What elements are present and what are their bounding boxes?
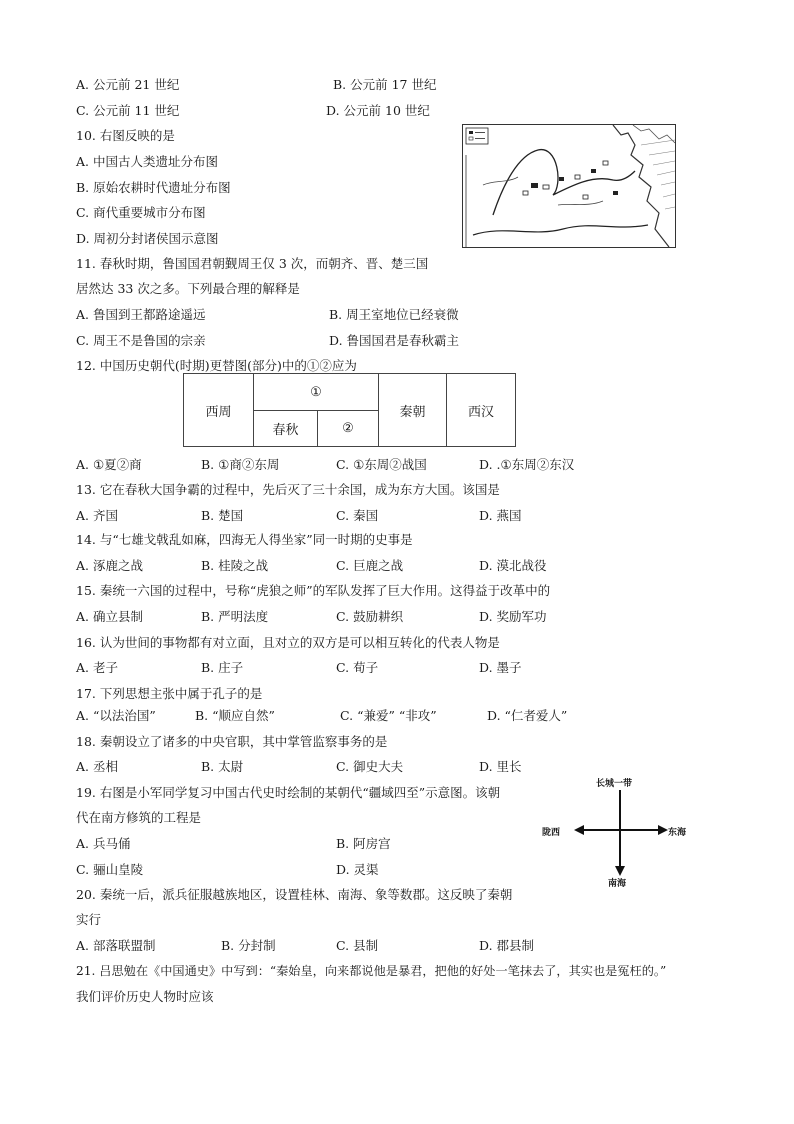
cell-chunqiu: 春秋 [254, 411, 318, 447]
q10-option-c: C. 商代重要城市分布图 [76, 205, 206, 220]
q15-option-c: C. 鼓励耕织 [336, 609, 404, 624]
q20-stem-line2: 实行 [76, 912, 102, 927]
q19-compass-figure [540, 776, 700, 889]
q19-option-c: C. 骊山皇陵 [76, 862, 144, 877]
q18-option-b: B. 太尉 [201, 759, 244, 774]
q16-option-c: C. 荀子 [336, 660, 379, 675]
q19-stem-line1: 19. 右图是小军同学复习中国古代史时绘制的某朝代“疆域四至”示意图。该朝 [76, 785, 501, 800]
q16-option-d: D. 墨子 [479, 660, 522, 675]
q13-stem: 13. 它在春秋大国争霸的过程中，先后灭了三十余国，成为东方大国。该国是 [76, 482, 500, 497]
q15-option-d: D. 奖励军功 [479, 609, 547, 624]
compass-north-label: 长城一带 [596, 779, 633, 789]
q14-stem: 14. 与“七雄戈戟乱如麻，四海无人得坐家”同一时期的史事是 [76, 532, 413, 547]
q9-option-d: D. 公元前 10 世纪 [326, 103, 430, 118]
q10-map-figure [462, 124, 676, 248]
q10-option-a: A. 中国古人类遗址分布图 [76, 154, 218, 169]
q21-stem-line2: 我们评价历史人物时应该 [76, 989, 214, 1004]
cell-blank-1: ① [254, 374, 379, 411]
q21-stem-line1: 21. 吕思勉在《中国通史》中写到：“秦始皇，向来都说他是暴君，把他的好处一笔抹去了，其实也是冤枉的。” [76, 964, 667, 978]
q11-option-d: D. 鲁国国君是春秋霸主 [329, 333, 460, 348]
q13-option-a: A. 齐国 [76, 508, 118, 523]
q10-option-d: D. 周初分封诸侯国示意图 [76, 231, 219, 246]
q10-stem: 10. 右图反映的是 [76, 128, 175, 143]
q19-option-a: A. 兵马俑 [76, 836, 131, 851]
q20-option-d: D. 郡县制 [479, 938, 535, 953]
q17-option-a: A. “以法治国” [76, 708, 156, 723]
q12-option-b: B. ①商②东周 [201, 457, 280, 472]
q20-stem-line1: 20. 秦统一后，派兵征服越族地区，设置桂林、南海、象等数郡。这反映了秦朝 [76, 887, 513, 902]
q15-stem: 15. 秦统一六国的过程中，号称“虎狼之师”的军队发挥了巨大作用。这得益于改革中的 [76, 583, 551, 598]
q19-option-b: B. 阿房宫 [336, 836, 391, 851]
q10-option-b: B. 原始农耕时代遗址分布图 [76, 180, 231, 195]
q9-option-b: B. 公元前 17 世纪 [333, 77, 437, 92]
q18-stem: 18. 秦朝设立了诸多的中央官职，其中掌管监察事务的是 [76, 734, 388, 749]
map-drawing [463, 125, 675, 247]
q15-option-b: B. 严明法度 [201, 609, 269, 624]
q17-option-d: D. “仁者爱人” [487, 708, 568, 723]
compass-east-label: 东海 [668, 828, 687, 838]
q18-option-a: A. 丞相 [76, 759, 118, 774]
q11-option-b: B. 周王室地位已经衰微 [329, 307, 459, 322]
q17-stem: 17. 下列思想主张中属于孔子的是 [76, 686, 263, 701]
q20-option-b: B. 分封制 [221, 938, 276, 953]
dynasty-table [183, 373, 516, 447]
q12-stem: 12. 中国历史朝代(时期)更替图(部分)中的①②应为 [76, 358, 357, 373]
q16-stem: 16. 认为世间的事物都有对立面，且对立的双方是可以相互转化的代表人物是 [76, 635, 500, 650]
q13-option-d: D. 燕国 [479, 508, 522, 523]
cell-xizhou: 西周 [184, 374, 254, 447]
q13-option-c: C. 秦国 [336, 508, 379, 523]
q14-option-a: A. 涿鹿之战 [76, 558, 143, 573]
q12-option-c: C. ①东周②战国 [336, 457, 427, 472]
cell-blank-2: ② [318, 411, 379, 447]
q20-option-c: C. 县制 [336, 938, 379, 953]
q14-option-c: C. 巨鹿之战 [336, 558, 404, 573]
q11-stem-line1: 11. 春秋时期，鲁国国君朝觐周王仅 3 次，而朝齐、晋、楚三国 [76, 256, 429, 271]
q17-option-c: C. “兼爱” “非攻” [340, 708, 437, 723]
q14-option-b: B. 桂陵之战 [201, 558, 269, 573]
q14-option-d: D. 漠北战役 [479, 558, 547, 573]
q16-option-b: B. 庄子 [201, 660, 244, 675]
q17-option-b: B. “顺应自然” [195, 708, 275, 723]
q11-stem-line2: 居然达 33 次之多。下列最合理的解释是 [76, 281, 300, 296]
cell-qin: 秦朝 [379, 374, 447, 447]
q16-option-a: A. 老子 [76, 660, 118, 675]
q15-option-a: A. 确立县制 [76, 609, 143, 624]
q11-option-a: A. 鲁国到王都路途遥远 [76, 307, 206, 322]
q20-option-a: A. 部落联盟制 [76, 938, 156, 953]
cell-xihan: 西汉 [447, 374, 516, 447]
q12-option-d: D. .①东周②东汉 [479, 457, 575, 472]
q11-option-c: C. 周王不是鲁国的宗亲 [76, 333, 206, 348]
q19-option-d: D. 灵渠 [336, 862, 379, 877]
compass-west-label: 陇西 [542, 828, 561, 838]
compass-south-label: 南海 [608, 879, 627, 889]
q12-option-a: A. ①夏②商 [76, 457, 142, 472]
q13-option-b: B. 楚国 [201, 508, 244, 523]
q9-option-a: A. 公元前 21 世纪 [76, 77, 180, 92]
q18-option-d: D. 里长 [479, 759, 522, 774]
q18-option-c: C. 御史大夫 [336, 759, 404, 774]
q19-stem-line2: 代在南方修筑的工程是 [76, 810, 202, 825]
q9-option-c: C. 公元前 11 世纪 [76, 103, 180, 118]
